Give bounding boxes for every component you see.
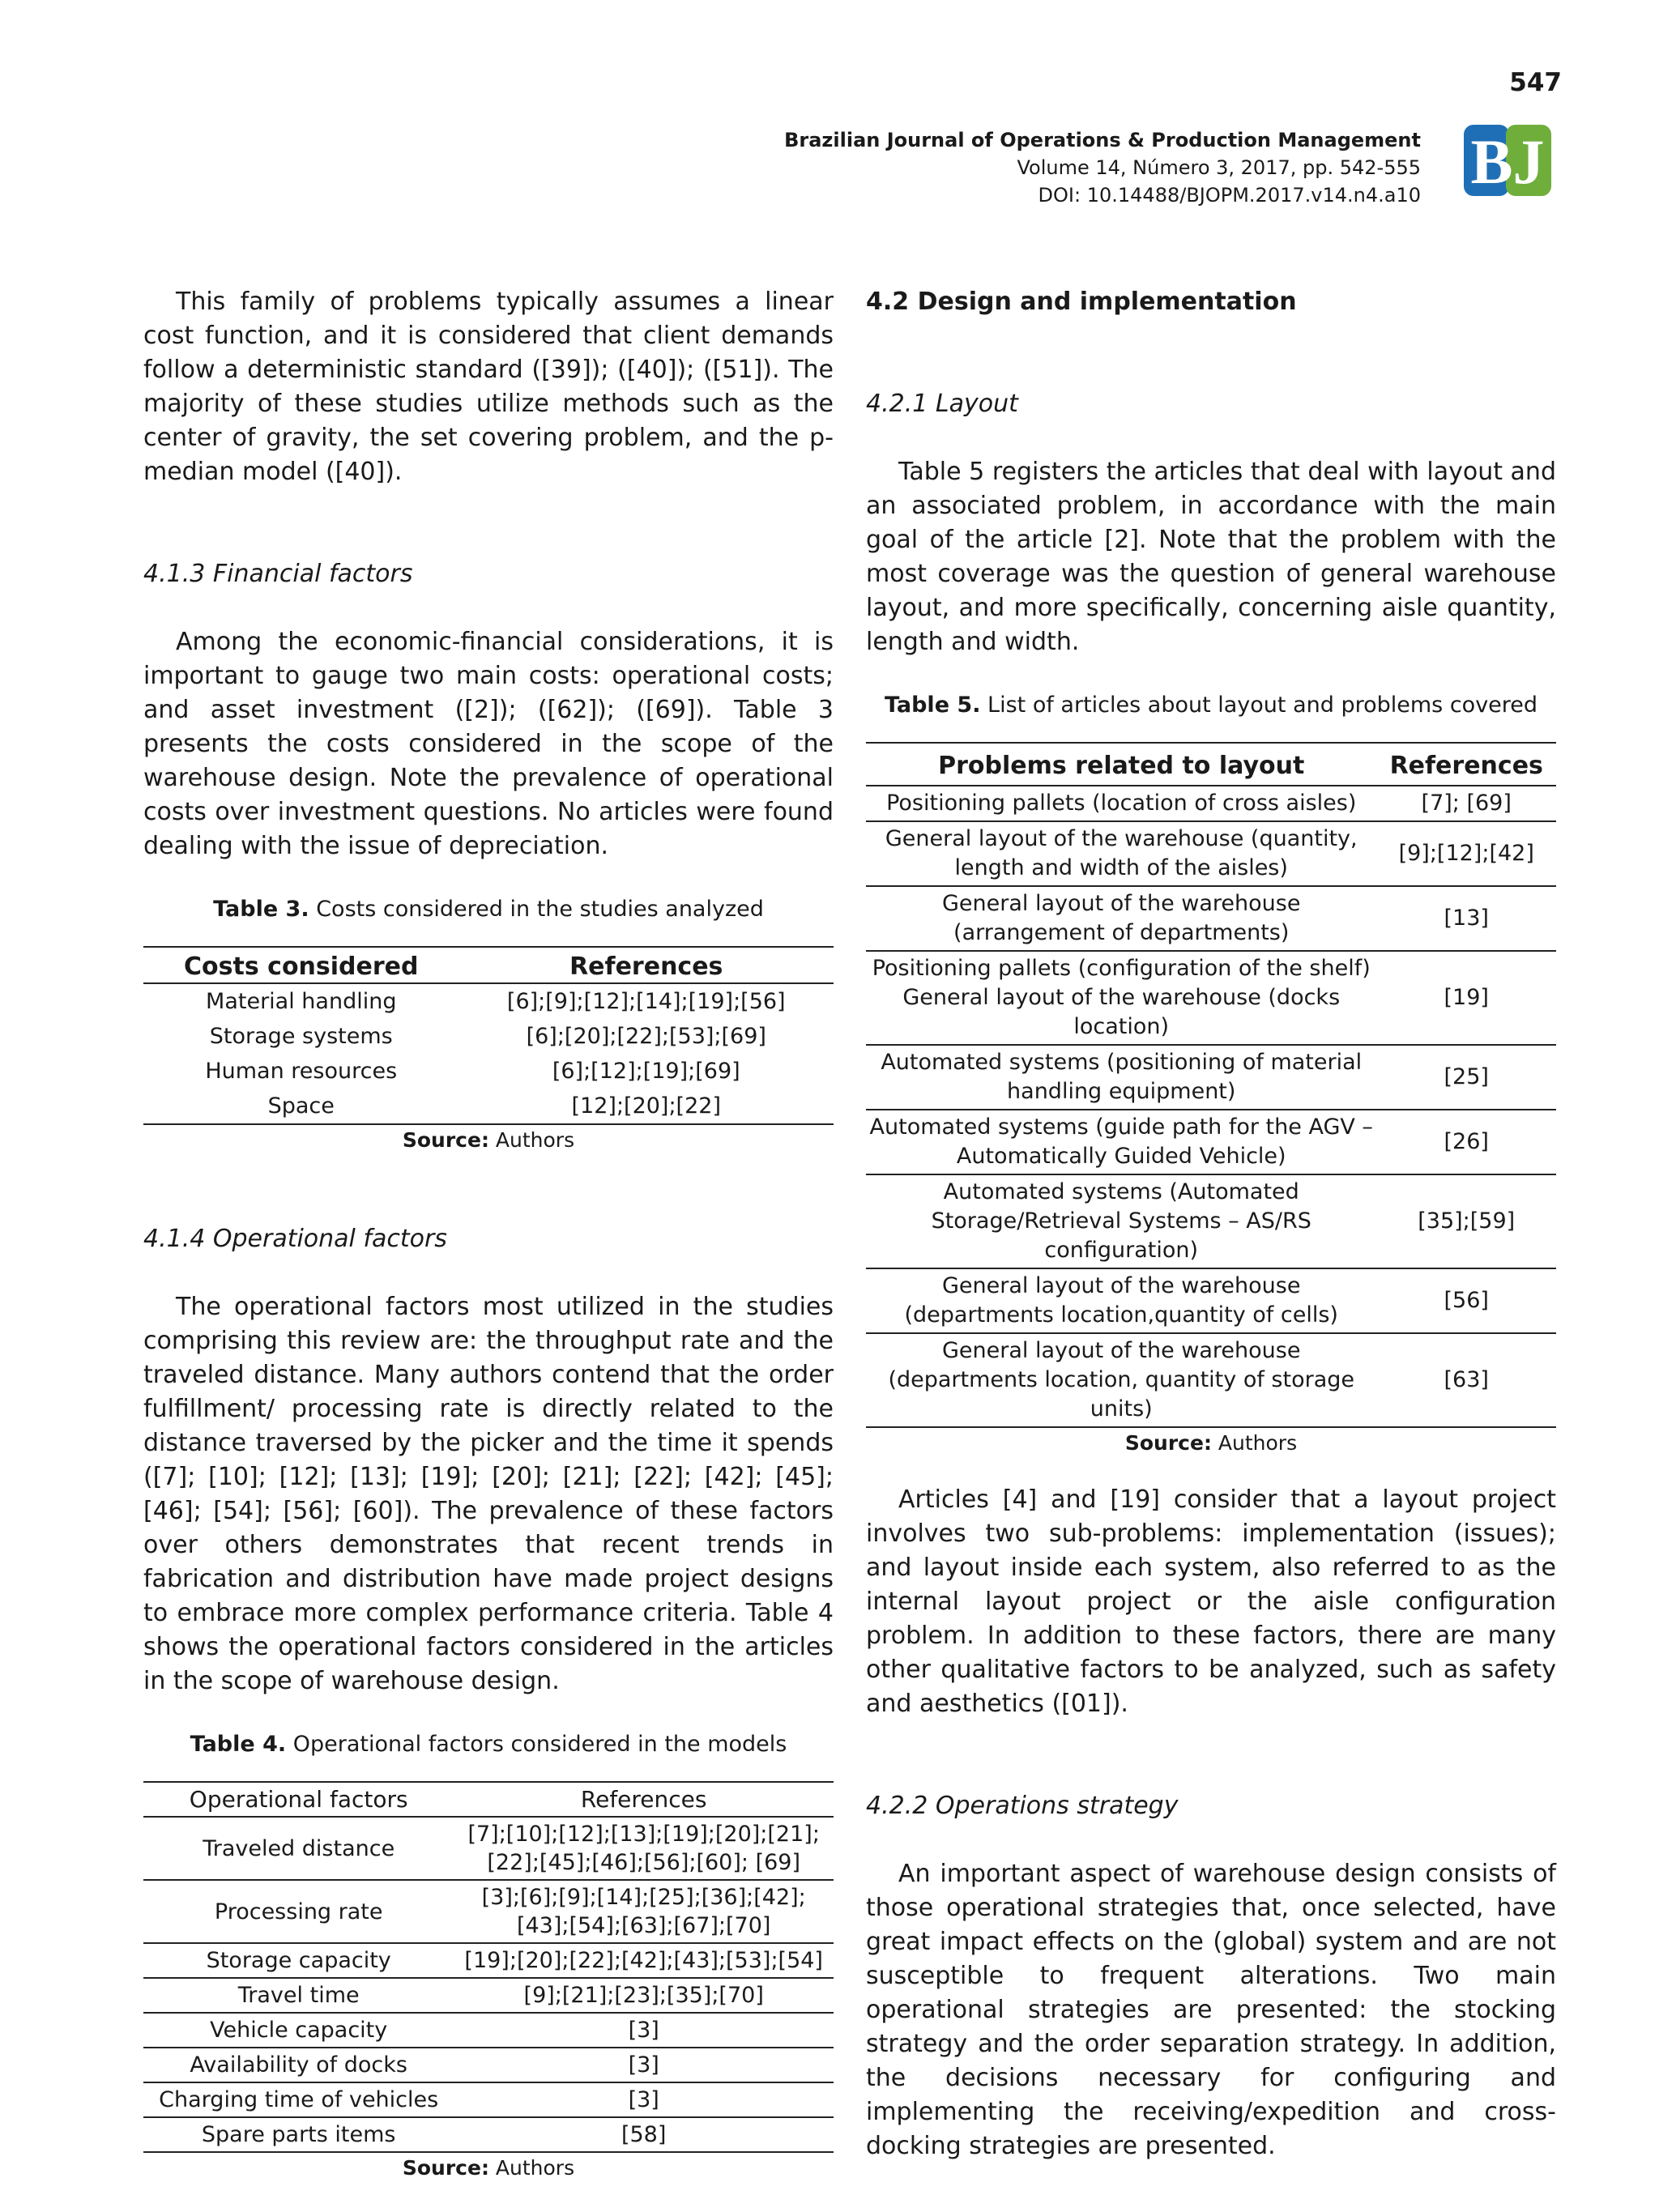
paragraph-subproblems: Articles [4] and [19] consider that a layout project involves two sub-problems: implementation (issues); and layout inside each system, also referred to as the internal layout project or the aisle configuration problem. In addition to these factors, there are many other qualitative factors to be analyzed, such as safety and aesthetics ([01]). bbox=[866, 1485, 1556, 1718]
table-row bbox=[143, 2013, 834, 2048]
table5-cell: Positioning pallets (location of cross aisles) bbox=[866, 786, 1376, 821]
table4-cell: Travel time bbox=[143, 1978, 454, 2013]
table4-caption bbox=[143, 1729, 834, 1760]
table3-cell: [12];[20];[22] bbox=[571, 1093, 721, 1119]
table-row bbox=[143, 1943, 834, 1978]
table4 bbox=[143, 1781, 834, 2153]
paragraph-linear-cost: This family of problems typically assumes a linear cost function, and it is considered that client demands follow a deterministic standard ([39]); ([40]); ([51]). The majority of these studies utilize methods such as the center of gravity, the set covering problem, and the p-median model ([40]). bbox=[143, 288, 834, 486]
table4-source-label: Source: bbox=[402, 2156, 489, 2180]
table3-caption bbox=[143, 894, 834, 925]
table3-cell: Material handling bbox=[206, 989, 397, 1014]
table-row bbox=[143, 983, 834, 1019]
table5-source bbox=[866, 1430, 1556, 1457]
section-heading-layout: 4.2.1 Layout bbox=[866, 390, 1018, 418]
table5-cell: General layout of the warehouse (quantity, length and width of the aisles) bbox=[866, 821, 1376, 886]
table5-cell: [63] bbox=[1376, 1333, 1556, 1427]
table4-cell: [58] bbox=[454, 2117, 834, 2152]
table5-source-text: Authors bbox=[1218, 1431, 1298, 1455]
section-heading-design: 4.2 Design and implementation bbox=[866, 288, 1297, 316]
table-row bbox=[866, 1110, 1556, 1174]
table5-cell: [35];[59] bbox=[1376, 1174, 1556, 1268]
table5-cell: Positioning pallets (configuration of the shelf) General layout of the warehouse (docks location) bbox=[866, 951, 1376, 1045]
table4-cell: [3] bbox=[454, 2048, 834, 2082]
table5-cell: [19] bbox=[1376, 951, 1556, 1045]
table-row bbox=[866, 1268, 1556, 1333]
table4-header-references: References bbox=[454, 1782, 834, 1817]
table5-header-references: References bbox=[1376, 743, 1556, 786]
table4-caption-text: Operational factors considered in the models bbox=[292, 1732, 787, 1757]
table-row bbox=[143, 2117, 834, 2152]
journal-doi: DOI: 10.14488/BJOPM.2017.v14.n4.a10 bbox=[1038, 184, 1421, 207]
journal-info bbox=[784, 126, 1421, 209]
table-row bbox=[866, 886, 1556, 951]
table3-caption-text: Costs considered in the studies analyzed bbox=[316, 897, 764, 922]
right-column bbox=[866, 285, 1556, 2163]
table-row bbox=[143, 1089, 834, 1124]
table5-cell: General layout of the warehouse (departments location,quantity of cells) bbox=[866, 1268, 1376, 1333]
table5-header-problems: Problems related to layout bbox=[866, 743, 1376, 786]
journal-logo bbox=[1462, 121, 1553, 199]
table3-source bbox=[143, 1127, 834, 1154]
paragraph-operational: The operational factors most utilized in the studies comprising this review are: the throughput rate and the traveled distance. Many authors contend that the order fulfillment/ processing rate is directly related to the distance traversed by the picker and the time it spends ([7]; [10]; [12]; [13]; [19]; [20]; [21]; [22]; [42]; [45]; [46]; [54]; [56]; [60]). The prevalence of these factors over others demonstrates that recent trends in fabrication and distribution have made project designs to embrace more complex performance criteria. Table 4 shows the operational factors considered in the articles in the scope of warehouse design. bbox=[143, 1293, 834, 1695]
table5-caption-text: List of articles about layout and problems covered bbox=[987, 693, 1538, 718]
table4-cell: [3];[6];[9];[14];[25];[36];[42];[43];[54];[63];[67];[70] bbox=[454, 1880, 834, 1943]
table4-source bbox=[143, 2154, 834, 2182]
table5-cell: [9];[12];[42] bbox=[1376, 821, 1556, 886]
table4-cell: [7];[10];[12];[13];[19];[20];[21];[22];[45];[46];[56];[60]; [69] bbox=[454, 1817, 834, 1880]
table4-header-factors: Operational factors bbox=[143, 1782, 454, 1817]
table3-cell: [6];[9];[12];[14];[19];[56] bbox=[506, 989, 786, 1014]
table-row bbox=[866, 1333, 1556, 1427]
table-row bbox=[866, 821, 1556, 886]
table4-cell: Processing rate bbox=[143, 1880, 454, 1943]
table5-cell: [13] bbox=[1376, 886, 1556, 951]
table3-source-label: Source: bbox=[402, 1128, 489, 1152]
table3-cell: [6];[20];[22];[53];[69] bbox=[526, 1024, 766, 1049]
table4-cell: [19];[20];[22];[42];[43];[53];[54] bbox=[454, 1943, 834, 1978]
table-row bbox=[143, 1054, 834, 1089]
table-row bbox=[143, 1880, 834, 1943]
table3 bbox=[143, 946, 834, 1125]
table-row bbox=[143, 2082, 834, 2117]
table5-cell: General layout of the warehouse (arrangement of departments) bbox=[866, 886, 1376, 951]
table3-cell: [6];[12];[19];[69] bbox=[552, 1059, 740, 1084]
paragraph-layout: Table 5 registers the articles that deal with layout and an associated problem, in accordance with the main goal of the article [2]. Note that the problem with the most coverage was the question of general warehouse layout, and more specifically, concerning aisle quantity, length and width. bbox=[866, 458, 1556, 656]
section-heading-financial: 4.1.3 Financial factors bbox=[143, 560, 413, 588]
table-row bbox=[143, 2048, 834, 2082]
section-heading-operational: 4.1.4 Operational factors bbox=[143, 1225, 447, 1253]
logo-text: BJ bbox=[1470, 126, 1545, 197]
table3-header-references: References bbox=[459, 947, 834, 983]
table4-caption-label: Table 4. bbox=[190, 1732, 287, 1757]
table5-cell: [26] bbox=[1376, 1110, 1556, 1174]
paragraph-financial: Among the economic-financial considerations, it is important to gauge two main costs: operational costs; and asset investment ([2]); ([62]); ([69]). Table 3 presents the costs considered in the scope of the warehouse design. Note the prevalence of operational costs over investment questions. No articles were found dealing with the issue of depreciation. bbox=[143, 628, 834, 860]
table-row bbox=[143, 1019, 834, 1054]
table4-cell: Charging time of vehicles bbox=[143, 2082, 454, 2117]
table4-cell: Spare parts items bbox=[143, 2117, 454, 2152]
table3-header-costs: Costs considered bbox=[143, 947, 459, 983]
table5-cell: General layout of the warehouse (departments location, quantity of storage units) bbox=[866, 1333, 1376, 1427]
table4-source-text: Authors bbox=[495, 2156, 575, 2180]
table3-source-text: Authors bbox=[495, 1128, 575, 1152]
table-row bbox=[143, 1978, 834, 2013]
table5-caption-label: Table 5. bbox=[884, 693, 981, 718]
table5-cell: Automated systems (guide path for the AGV – Automatically Guided Vehicle) bbox=[866, 1110, 1376, 1174]
table-row bbox=[866, 951, 1556, 1045]
table5-cell: [25] bbox=[1376, 1045, 1556, 1110]
table-row bbox=[866, 786, 1556, 821]
table4-cell: [3] bbox=[454, 2013, 834, 2048]
table-row bbox=[866, 1174, 1556, 1268]
table4-cell: Traveled distance bbox=[143, 1817, 454, 1880]
table5-cell: [7]; [69] bbox=[1376, 786, 1556, 821]
table5-source-label: Source: bbox=[1124, 1431, 1212, 1455]
journal-volume: Volume 14, Número 3, 2017, pp. 542-555 bbox=[1017, 156, 1421, 179]
table3-cell: Space bbox=[267, 1093, 335, 1119]
table5-cell: Automated systems (positioning of material handling equipment) bbox=[866, 1045, 1376, 1110]
page-number: 547 bbox=[1509, 68, 1562, 97]
table-row bbox=[866, 1045, 1556, 1110]
table4-cell: [3] bbox=[454, 2082, 834, 2117]
table3-cell: Storage systems bbox=[209, 1024, 393, 1049]
table4-cell: Storage capacity bbox=[143, 1943, 454, 1978]
table3-caption-label: Table 3. bbox=[213, 897, 309, 922]
table4-cell: [9];[21];[23];[35];[70] bbox=[454, 1978, 834, 2013]
left-column bbox=[143, 285, 834, 2182]
table5-caption bbox=[866, 690, 1556, 721]
table4-cell: Availability of docks bbox=[143, 2048, 454, 2082]
journal-title: Brazilian Journal of Operations & Production Management bbox=[784, 129, 1421, 151]
table5 bbox=[866, 742, 1556, 1428]
table-row bbox=[143, 1817, 834, 1880]
table5-cell: Automated systems (Automated Storage/Retrieval Systems – AS/RS configuration) bbox=[866, 1174, 1376, 1268]
table3-cell: Human resources bbox=[205, 1059, 398, 1084]
table4-cell: Vehicle capacity bbox=[143, 2013, 454, 2048]
paragraph-operations-strategy: An important aspect of warehouse design consists of those operational strategies that, once selected, have great impact effects on the (global) system and are not susceptible to frequent alterations. Two main operational strategies are presented: the stocking strategy and the order separation strategy. In addition, the decisions necessary for configuring and implementing the receiving/expedition and cross-docking strategies are presented. bbox=[866, 1860, 1556, 2160]
table5-cell: [56] bbox=[1376, 1268, 1556, 1333]
section-heading-operations-strategy: 4.2.2 Operations strategy bbox=[866, 1792, 1179, 1820]
